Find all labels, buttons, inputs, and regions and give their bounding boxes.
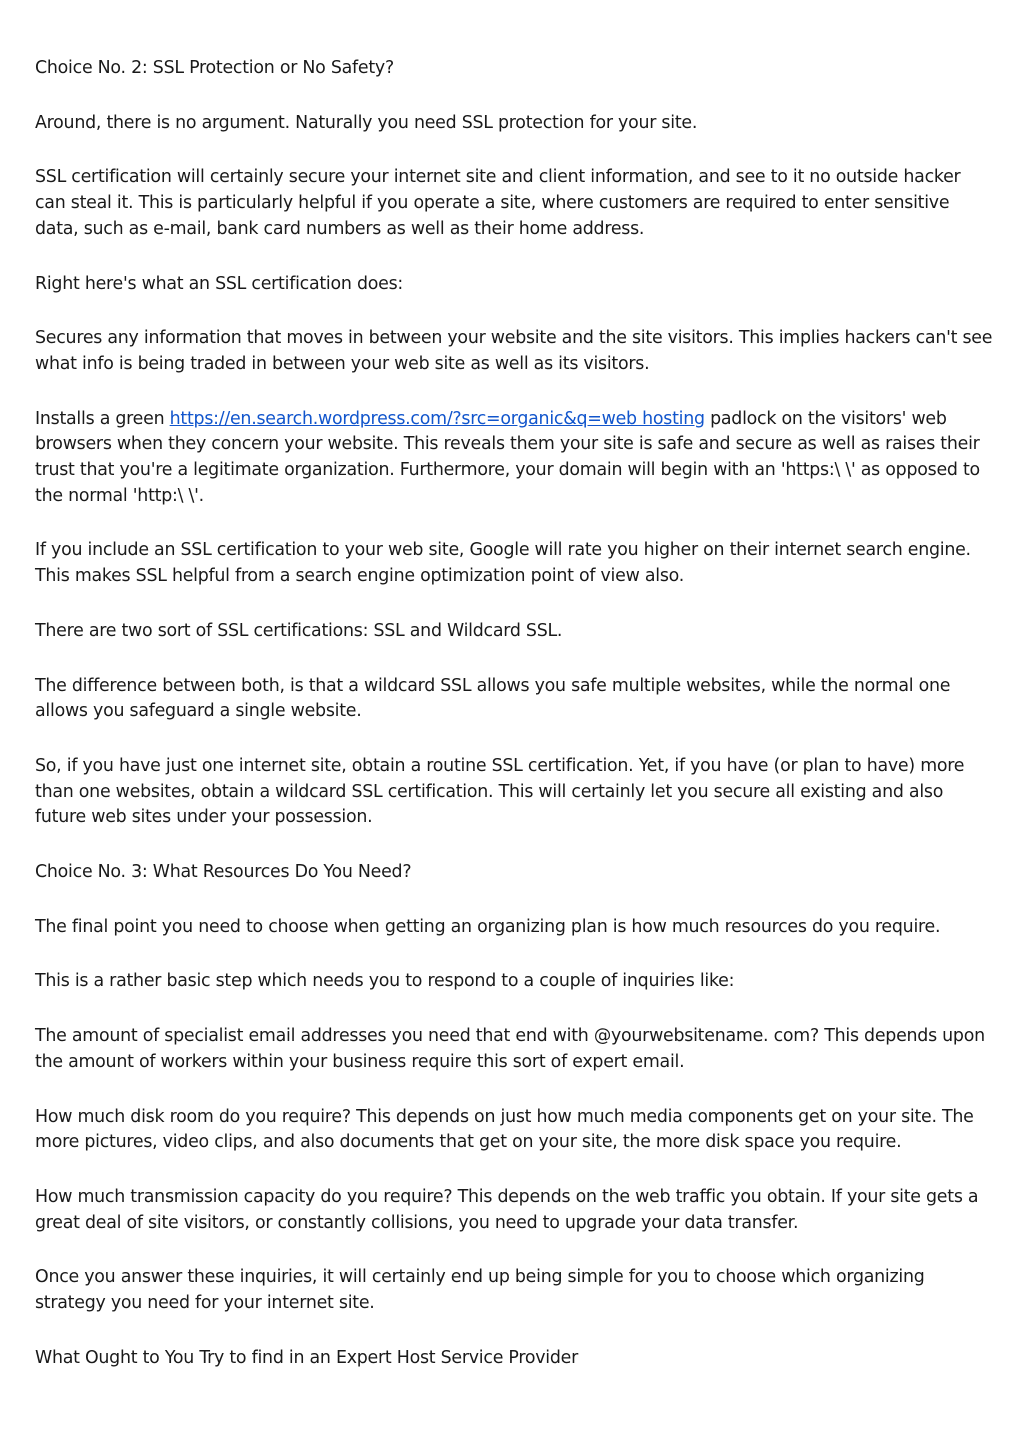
paragraph: Around, there is no argument. Naturally you need SSL protection for your site. bbox=[35, 112, 698, 133]
wordpress-search-link[interactable]: https://en.search.wordpress.com/?src=organic&q=web hosting bbox=[169, 408, 705, 429]
paragraph: The amount of specialist email addresses you need that end with @yourwebsitename. com? This depends upon the amount of workers within your business require this sort of expert email. bbox=[35, 1026, 985, 1072]
paragraph: How much transmission capacity do you require? This depends on the web traffic you obtain. If your site gets a great deal of site visitors, or constantly collisions, you need to upgrade your data transfer. bbox=[35, 1186, 979, 1233]
paragraph: This is a rather basic step which needs you to respond to a couple of inquiries like: bbox=[35, 971, 735, 992]
heading-choice-3: Choice No. 3: What Resources Do You Need? bbox=[35, 862, 412, 883]
paragraph: The difference between both, is that a wildcard SSL allows you safe multiple websites, while the normal one allows you safeguard a single website. bbox=[35, 675, 951, 722]
paragraph: The final point you need to choose when getting an organizing plan is how much resources do you require. bbox=[35, 916, 941, 937]
paragraph: There are two sort of SSL certifications: SSL and Wildcard SSL. bbox=[35, 620, 563, 641]
heading-choice-2: Choice No. 2: SSL Protection or No Safety? bbox=[35, 58, 394, 78]
paragraph: SSL certification will certainly secure your internet site and client information, and see to it no outside hacker can steal it. This is particularly helpful if you operate a site, where customers are required to enter sensitive data, such as e-mail, bank card numbers as well as their home address. bbox=[35, 167, 961, 239]
paragraph-text-after-link: padlock on the visitors' web browsers when they concern your website. This reveals them your site is safe and secure as well as raises their trust that you're a legitimate organization. Furthermore, your domain will begin with an 'https:\ \' as opposed to the normal 'http:\ \'. bbox=[35, 408, 980, 506]
paragraph: Right here's what an SSL certification does: bbox=[35, 273, 404, 294]
document-body bbox=[35, 56, 993, 1401]
paragraph: So, if you have just one internet site, obtain a routine SSL certification. Yet, if you have (or plan to have) more than one websites, obtain a wildcard SSL certification. This will certainly let you secure all existing and also future web sites under your possession. bbox=[35, 755, 965, 828]
paragraph: If you include an SSL certification to your web site, Google will rate you higher on their internet search engine. This makes SSL helpful from a search engine optimization point of view also. bbox=[35, 540, 971, 587]
heading-host-provider: What Ought to You Try to find in an Expert Host Service Provider bbox=[35, 1347, 579, 1368]
paragraph: How much disk room do you require? This depends on just how much media components get on your site. The more pictures, video clips, and also documents that get on your site, the more disk space you require. bbox=[35, 1106, 974, 1153]
paragraph-text-before-link: Installs a green bbox=[35, 408, 170, 429]
paragraph: Secures any information that moves in between your website and the site visitors. This implies hackers can't see what info is being traded in between your web site as well as its visitors. bbox=[35, 328, 993, 374]
paragraph: Once you answer these inquiries, it will certainly end up being simple for you to choose which organizing strategy you need for your internet site. bbox=[35, 1267, 925, 1314]
paragraph-with-link bbox=[35, 407, 993, 510]
